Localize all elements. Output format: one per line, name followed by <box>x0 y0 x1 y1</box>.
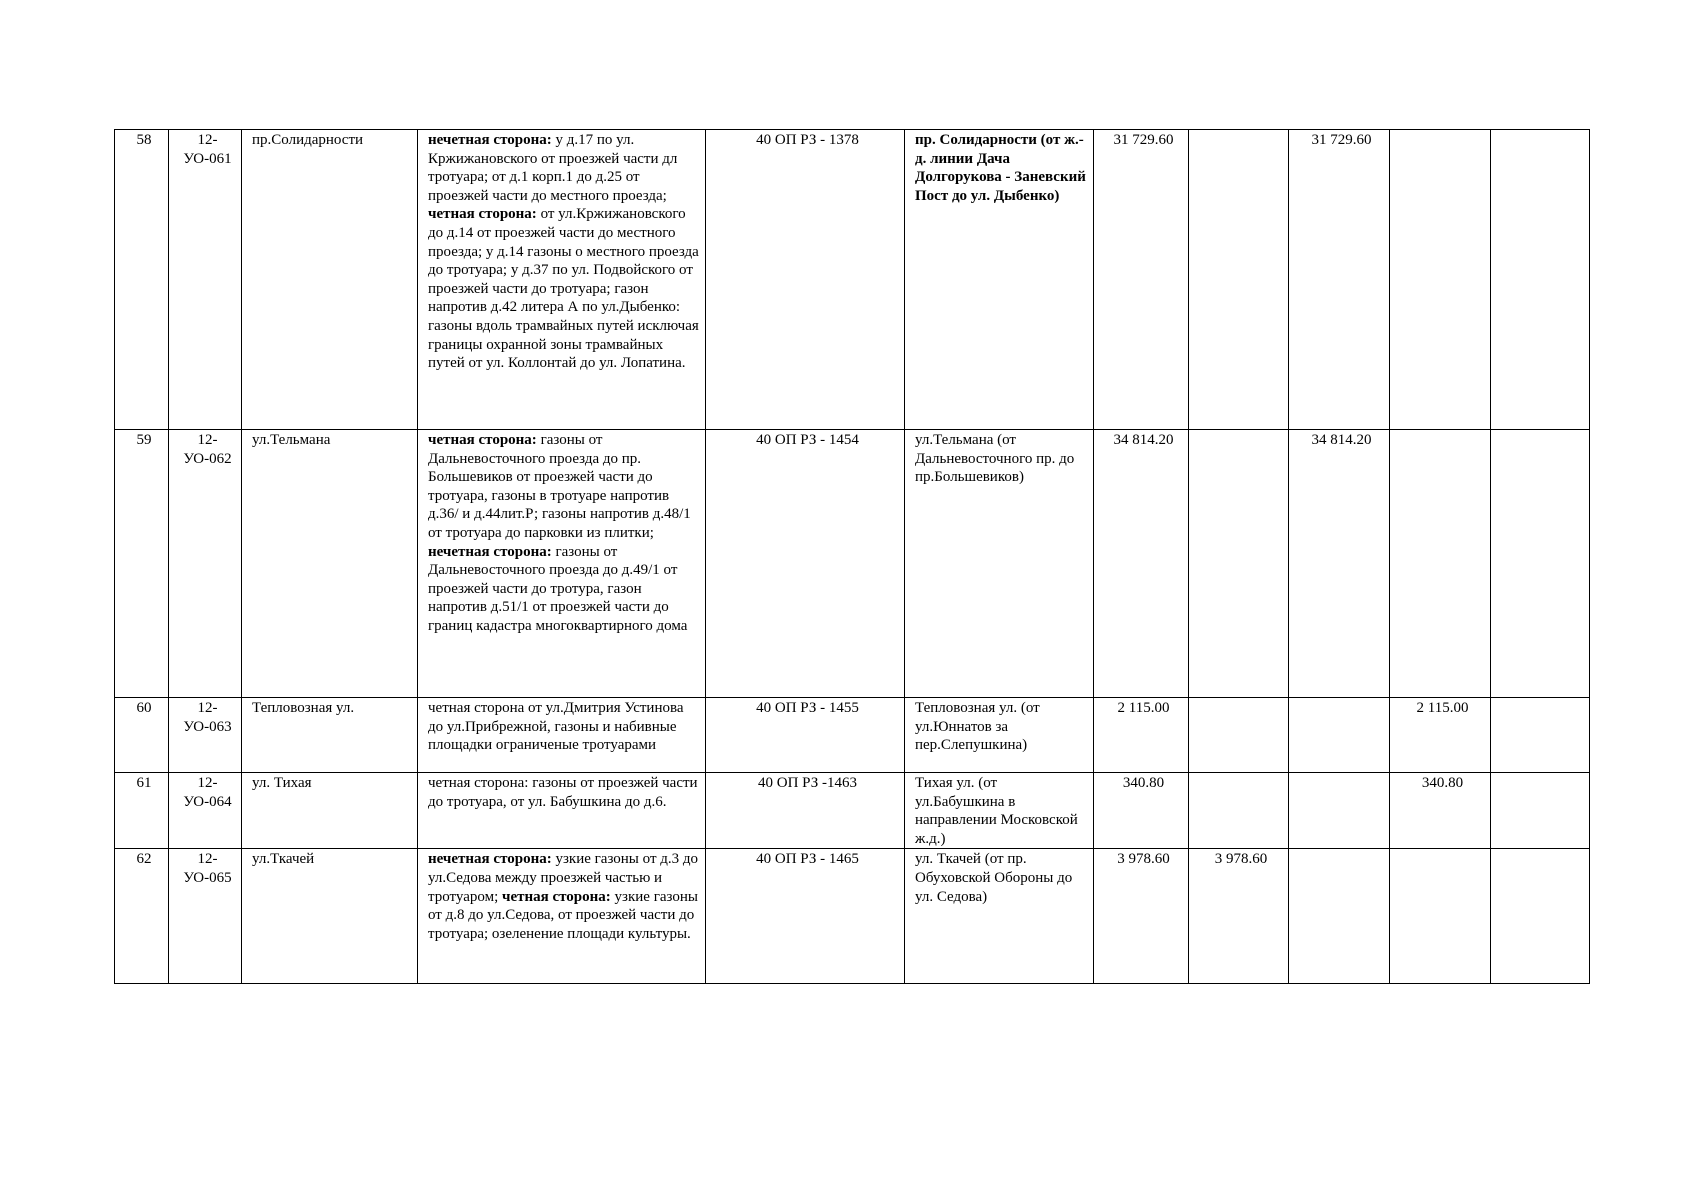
area-total-cell: 2 115.00 <box>1094 698 1189 773</box>
row-number-cell: 59 <box>115 430 169 698</box>
road-section-cell: Тихая ул. (от ул.Бабушкина в направлении Московской ж.д.) <box>905 773 1094 849</box>
area-col-2-cell <box>1189 773 1289 849</box>
street-name-cell: ул. Тихая <box>242 773 418 849</box>
area-col-3-cell <box>1289 849 1390 984</box>
description-text: четная сторона от ул.Дмитрия Устинова до ул.Прибрежной, газоны и набивные площадки ограниченые тротуарами <box>428 700 684 754</box>
table-row <box>115 130 1590 430</box>
table-row <box>115 430 1590 698</box>
side-label: четная сторона: <box>428 206 537 223</box>
area-col-3-cell <box>1289 773 1390 849</box>
row-number-cell: 62 <box>115 849 169 984</box>
side-label: нечетная сторона: <box>428 543 552 560</box>
registry-number-cell: 40 ОП РЗ - 1455 <box>706 698 905 773</box>
table-row <box>115 849 1590 984</box>
area-col-5-cell <box>1491 773 1590 849</box>
area-col-4-cell: 2 115.00 <box>1390 698 1491 773</box>
area-col-2-cell <box>1189 430 1289 698</box>
registry-number-cell: 40 ОП РЗ - 1465 <box>706 849 905 984</box>
road-section-cell: Тепловозная ул. (от ул.Юннатов за пер.Слепушкина) <box>905 698 1094 773</box>
table-row <box>115 698 1590 773</box>
area-col-2-cell <box>1189 698 1289 773</box>
description-cell <box>418 130 706 430</box>
streets-table <box>114 129 1590 984</box>
area-total-cell: 34 814.20 <box>1094 430 1189 698</box>
area-col-3-cell <box>1289 698 1390 773</box>
description-text: газоны от Дальневосточного проезда до пр. Большевиков от проезжей части до тротуара, газоны в тротуаре напротив д.36/ и д.44лит.Р; газоны напротив д.48/1 от тротуара до парковки из плитки; <box>428 432 691 541</box>
area-col-5-cell <box>1491 849 1590 984</box>
object-code-cell: 12-УО-065 <box>169 849 242 984</box>
area-col-3-cell: 31 729.60 <box>1289 130 1390 430</box>
area-total-cell: 3 978.60 <box>1094 849 1189 984</box>
area-col-5-cell <box>1491 698 1590 773</box>
description-text: узкие газоны от д.3 до ул.Седова между проезжей частью и тротуаром; <box>428 851 699 905</box>
area-col-4-cell: 340.80 <box>1390 773 1491 849</box>
road-section-cell: пр. Солидарности (от ж.-д. линии Дача Долгорукова - Заневский Пост до ул. Дыбенко) <box>905 130 1094 430</box>
area-col-3-cell: 34 814.20 <box>1289 430 1390 698</box>
description-cell <box>418 430 706 698</box>
description-cell <box>418 849 706 984</box>
description-text: газоны от Дальневосточного проезда до д.49/1 от проезжей части до тротура, газон напротив д.51/1 от проезжей части до границ кадастра многоквартирного дома <box>428 543 688 634</box>
description-cell <box>418 773 706 849</box>
area-col-2-cell <box>1189 130 1289 430</box>
area-col-4-cell <box>1390 430 1491 698</box>
object-code-cell: 12-УО-061 <box>169 130 242 430</box>
object-code-cell: 12-УО-062 <box>169 430 242 698</box>
area-col-2-cell: 3 978.60 <box>1189 849 1289 984</box>
table-row <box>115 773 1590 849</box>
area-col-5-cell <box>1491 430 1590 698</box>
row-number-cell: 60 <box>115 698 169 773</box>
row-number-cell: 61 <box>115 773 169 849</box>
description-cell <box>418 698 706 773</box>
registry-number-cell: 40 ОП РЗ -1463 <box>706 773 905 849</box>
row-number-cell: 58 <box>115 130 169 430</box>
area-col-5-cell <box>1491 130 1590 430</box>
description-text: у д.17 по ул. Кржижановского от проезжей части дл тротуара; от д.1 корп.1 до д.25 от проезжей части до местного проезда; <box>428 132 678 204</box>
object-code-cell: 12-УО-063 <box>169 698 242 773</box>
road-section-cell: ул. Ткачей (от пр. Обуховской Обороны до ул. Седова) <box>905 849 1094 984</box>
registry-number-cell: 40 ОП РЗ - 1378 <box>706 130 905 430</box>
area-total-cell: 31 729.60 <box>1094 130 1189 430</box>
description-text: узкие газоны от д.8 до ул.Седова, от проезжей части до тротуара; озеленение площади культуры. <box>428 888 698 942</box>
object-code-cell: 12-УО-064 <box>169 773 242 849</box>
description-text: от ул.Кржижановского до д.14 от проезжей части до местного проезда; у д.14 газоны о местного проезда до тротуара; у д.37 по ул. Подвойского от проезжей части до тротуара; газон напротив д.42 литера А по ул.Дыбенко: газоны вдоль трамвайных путей исключая границы охранной зоны трамвайных путей от ул. Коллонтай до ул. Лопатина. <box>428 206 699 372</box>
area-total-cell: 340.80 <box>1094 773 1189 849</box>
side-label: четная сторона: <box>501 888 611 905</box>
side-label: четная сторона: <box>428 432 537 448</box>
registry-number-cell: 40 ОП РЗ - 1454 <box>706 430 905 698</box>
description-text: четная сторона: газоны от проезжей части до тротуара, от ул. Бабушкина до д.6. <box>428 775 698 810</box>
street-name-cell: пр.Солидарности <box>242 130 418 430</box>
side-label: нечетная сторона: <box>428 132 552 148</box>
side-label: нечетная сторона: <box>428 851 552 868</box>
area-col-4-cell <box>1390 849 1491 984</box>
street-name-cell: ул.Ткачей <box>242 849 418 984</box>
road-section-cell: ул.Тельмана (от Дальневосточного пр. до пр.Большевиков) <box>905 430 1094 698</box>
area-col-4-cell <box>1390 130 1491 430</box>
street-name-cell: Тепловозная ул. <box>242 698 418 773</box>
street-name-cell: ул.Тельмана <box>242 430 418 698</box>
